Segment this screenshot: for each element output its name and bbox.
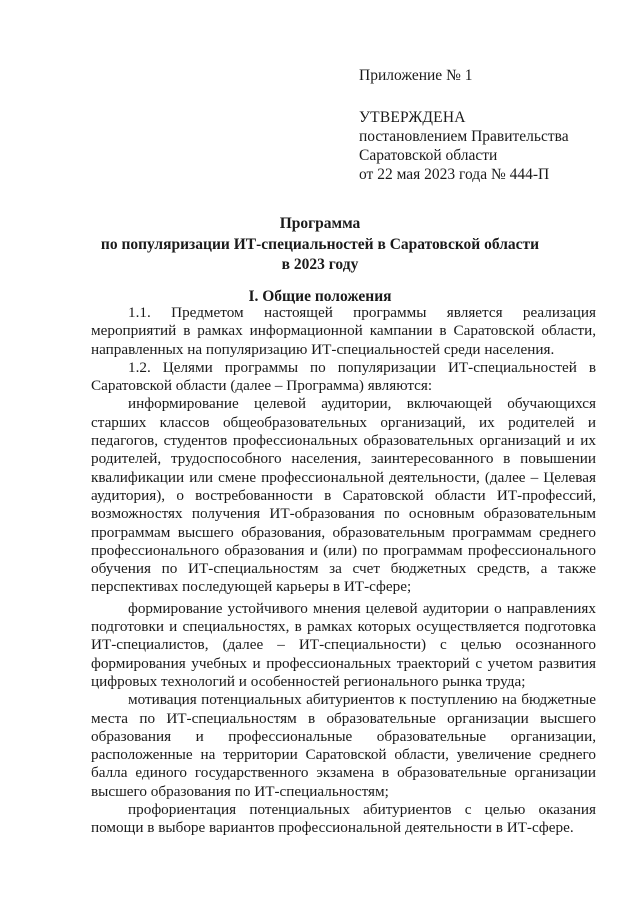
title-line-3: в 2023 году (281, 256, 359, 273)
paragraph: мотивация потенциальных абитуриентов к поступлению на бюджетные места по ИТ-специальностям в образовательные организации высшего образования и профессиональные образовательные организации, расположенные на территории Саратовской области, увеличение среднего балла единого государственного экзамена в образовательные организации высшего образования по ИТ-специальностям; (91, 691, 596, 800)
paragraph: формирование устойчивого мнения целевой аудитории о направлениях подготовки и специальностях, в рамках которых осуществляется подготовка ИТ-специалистов, (далее – ИТ-специальности) с целью осознанного формирования учебных и профессиональных траекторий с учетом развития цифровых технологий и особенностей регионального рынка труда; (91, 599, 596, 690)
paragraph: 1.1. Предметом настоящей программы является реализация мероприятий в рамках информационной кампании в Саратовской области, направленных на популяризацию ИТ-специальностей среди населения. (91, 304, 596, 358)
approval-line-2: Саратовской области (359, 147, 498, 164)
approval-stamp-block (359, 66, 569, 184)
document-title (0, 214, 640, 276)
paragraph: информирование целевой аудитории, включающей обучающихся старших классов общеобразовательных организаций, их родителей и педагогов, студентов профессиональных образовательных организаций и их родителей, трудоспособного населения, заинтересованного в повышении квалификации или смене профессиональной деятельности, (далее – Целевая аудитория), о востребованности в Саратовской области ИТ-профессий, возможностях получения ИТ-образования по основным образовательным программам высшего образования, образовательным программам среднего профессионального образования и (или) по программам профессионального обучения по ИТ-специальностям за счет бюджетных средств, а также перспективах последующей карьеры в ИТ-сфере; (91, 395, 596, 596)
approved-label: УТВЕРЖДЕНА (359, 109, 466, 126)
approval-line-3: от 22 мая 2023 года № 444-П (359, 166, 550, 183)
section-body (91, 304, 596, 838)
title-line-1: Программа (279, 215, 361, 232)
paragraph: 1.2. Целями программы по популяризации ИТ-специальностей в Саратовской области (далее – Программа) являются: (91, 358, 596, 395)
paragraph: профориентация потенциальных абитуриентов с целью оказания помощи в выборе вариантов профессиональной деятельности в ИТ-сфере. (91, 801, 596, 837)
approval-line-1: постановлением Правительства (359, 128, 569, 145)
title-line-2: по популяризации ИТ-специальностей в Саратовской области (100, 235, 540, 253)
section-heading: I. Общие положения (248, 288, 392, 305)
appendix-number: Приложение № 1 (359, 67, 473, 84)
